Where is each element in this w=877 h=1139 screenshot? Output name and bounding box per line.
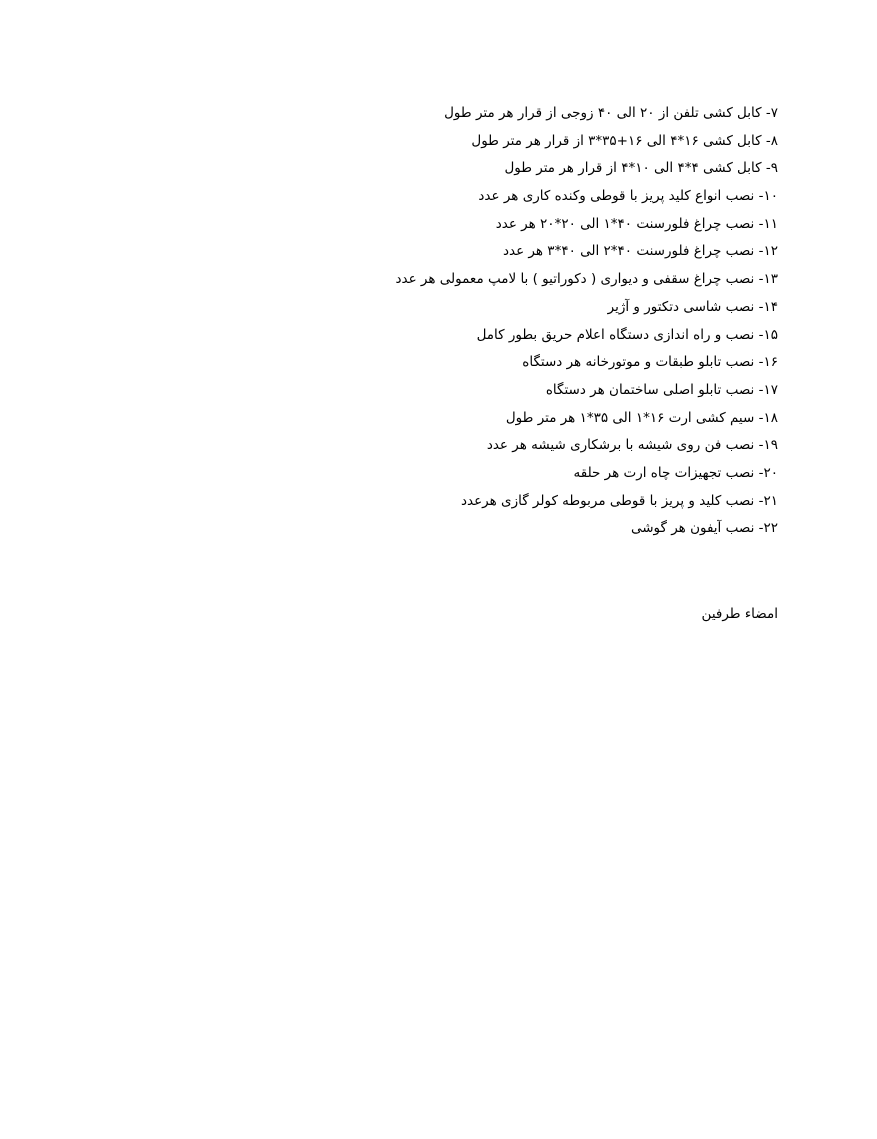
list-item: ۱۰- نصب انواع کلید پریز با قوطی وکنده کاری هر عدد	[478, 188, 778, 205]
list-item: ۲۲- نصب آیفون هر گوشی	[630, 520, 778, 537]
work-items-list	[258, 100, 778, 543]
list-item: ۲۱- نصب کلید و پریز با قوطی مربوطه کولر گازی هرعدد	[460, 492, 778, 509]
list-item: ۲۰- نصب تجهیزات چاه ارت هر حلقه	[573, 464, 778, 481]
list-item: ۱۸- سیم کشی ارت ۱۶*۱ الی ۳۵*۱ هر متر طول	[505, 409, 778, 426]
list-item: ۸- کابل کشی ۱۶*۴ الی ۱۶+۳۵*۳ از قرار هر متر طول	[471, 132, 778, 149]
list-item: ۱۶- نصب تابلو طبقات و موتورخانه هر دستگاه	[522, 354, 778, 371]
signature-label: امضاء طرفین	[701, 606, 778, 622]
list-item: ۱۳- نصب چراغ سقفی و دیواری ( دکوراتیو ) با لامپ معمولی هر عدد	[395, 271, 778, 288]
list-item: ۷- کابل کشی تلفن از ۲۰ الی ۴۰ زوجی از قرار هر متر طول	[444, 105, 778, 121]
list-item: ۹- کابل کشی ۴*۴ الی ۱۰*۴ از قرار هر متر طول	[504, 160, 778, 177]
list-item: ۱۴- نصب شاسی دتکتور و آژیر	[607, 298, 778, 315]
list-item: ۱۷- نصب تابلو اصلی ساختمان هر دستگاه	[545, 381, 778, 398]
list-item: ۱۲- نصب چراغ فلورسنت ۴۰*۲ الی ۴۰*۳ هر عدد	[502, 243, 778, 260]
list-item: ۱۵- نصب و راه اندازی دستگاه اعلام حریق بطور کامل	[476, 326, 778, 343]
list-item: ۱۱- نصب چراغ فلورسنت ۴۰*۱ الی ۲۰*۲۰ هر عدد	[495, 215, 778, 232]
list-item: ۱۹- نصب فن روی شیشه با برشکاری شیشه هر عدد	[486, 437, 778, 454]
